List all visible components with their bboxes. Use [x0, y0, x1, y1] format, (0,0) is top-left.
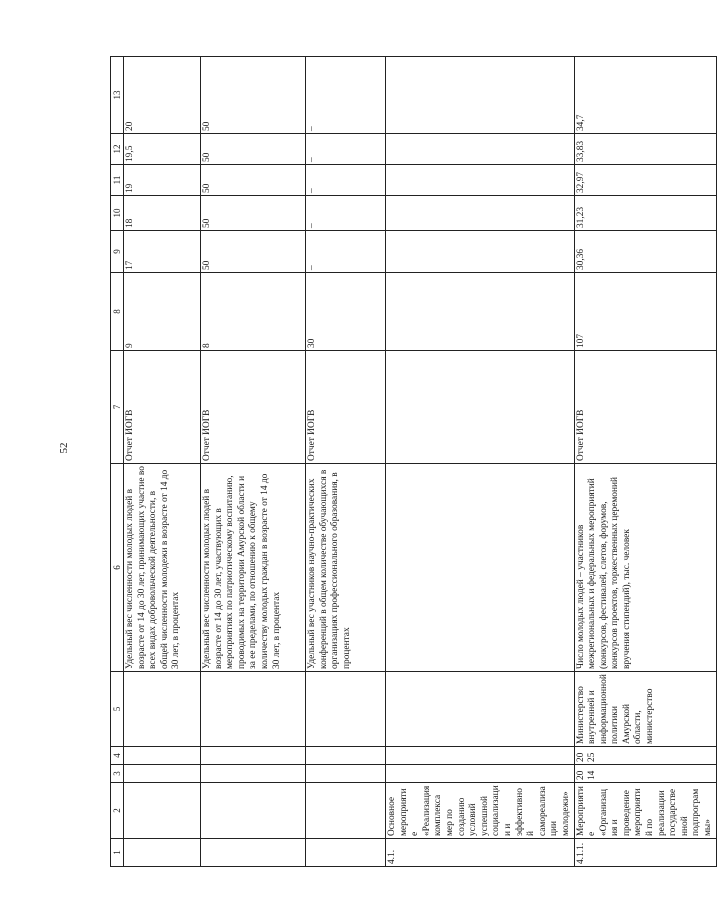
header-cell: 5 — [111, 672, 124, 747]
value-year-4-cell — [386, 134, 575, 165]
responsible-executor-cell — [386, 672, 575, 747]
measure-name-cell — [124, 783, 201, 839]
end-year-cell — [201, 747, 306, 765]
indicator-name-cell: Удельный вес участников научно-практических конференций в общем количестве обучающихся в организациях профессионального образования, в процентах — [306, 464, 386, 672]
table-row — [386, 57, 575, 867]
base-value-cell: 107 — [574, 273, 716, 351]
indicator-name-cell: Удельный вес численности молодых людей в возрасте от 14 до 30 лет, принимающих участие во всех видах добровольческой деятельности, в общей численности молодежи в возрасте от 14 до 30 лет, в процентах — [124, 464, 201, 672]
start-year-cell — [386, 765, 575, 783]
header-cell: 10 — [111, 196, 124, 231]
base-value-cell: 30 — [306, 273, 386, 351]
header-cell: 12 — [111, 134, 124, 165]
row-number-cell — [124, 839, 201, 867]
value-year-2-cell: 50 — [201, 196, 306, 231]
header-cell: 3 — [111, 765, 124, 783]
measure-name-cell: Основное мероприятие «Реализация комплекса мер по созданию условий успешной социализации и эффективной самореализации молодежи» — [386, 783, 575, 839]
value-year-1-cell: – — [306, 231, 386, 273]
value-year-5-cell: 50 — [201, 57, 306, 134]
table-body — [111, 57, 717, 867]
start-year-cell — [201, 765, 306, 783]
value-year-1-cell — [386, 231, 575, 273]
header-cell: 2 — [111, 783, 124, 839]
value-year-2-cell: 31,23 — [574, 196, 716, 231]
base-value-cell: 8 — [201, 273, 306, 351]
table-row — [306, 57, 386, 867]
value-year-4-cell: 33,83 — [574, 134, 716, 165]
responsible-executor-cell — [306, 672, 386, 747]
page-number: 52 — [58, 442, 70, 454]
responsible-executor-cell — [124, 672, 201, 747]
measure-name-cell: Мероприятие «Организация и проведение мероприятий по реализации государственной подпрограммы» — [574, 783, 716, 839]
value-year-5-cell — [386, 57, 575, 134]
header-cell: 13 — [111, 57, 124, 134]
indicator-name-cell — [386, 464, 575, 672]
measure-name-cell — [201, 783, 306, 839]
start-year-cell — [124, 765, 201, 783]
base-value-cell — [386, 273, 575, 351]
responsible-executor-cell — [201, 672, 306, 747]
header-cell: 11 — [111, 165, 124, 196]
value-year-4-cell: 50 — [201, 134, 306, 165]
data-source-cell: Отчет ИОГВ — [201, 351, 306, 464]
value-year-2-cell — [386, 196, 575, 231]
value-year-5-cell: 34,7 — [574, 57, 716, 134]
end-year-cell — [386, 747, 575, 765]
indicators-table — [110, 56, 717, 867]
data-source-cell — [386, 351, 575, 464]
rotated-table-frame — [110, 57, 714, 867]
table-row — [574, 57, 716, 867]
header-cell: 8 — [111, 273, 124, 351]
header-cell: 6 — [111, 464, 124, 672]
header-cell: 1 — [111, 839, 124, 867]
value-year-1-cell: 50 — [201, 231, 306, 273]
value-year-5-cell: 20 — [124, 57, 201, 134]
row-number-cell: 4.1.1. — [574, 839, 716, 867]
header-cell: 7 — [111, 351, 124, 464]
measure-name-cell — [306, 783, 386, 839]
value-year-3-cell: 32,97 — [574, 165, 716, 196]
responsible-executor-cell: Министерство внутренней и информационной политики Амурской области, министерство — [574, 672, 716, 747]
value-year-3-cell — [386, 165, 575, 196]
row-number-cell — [201, 839, 306, 867]
end-year-cell — [124, 747, 201, 765]
value-year-4-cell: – — [306, 134, 386, 165]
start-year-cell — [306, 765, 386, 783]
value-year-3-cell: 50 — [201, 165, 306, 196]
header-cell: 9 — [111, 231, 124, 273]
column-number-header — [111, 57, 124, 867]
value-year-1-cell: 17 — [124, 231, 201, 273]
value-year-5-cell: – — [306, 57, 386, 134]
value-year-2-cell: 18 — [124, 196, 201, 231]
start-year-cell: 2014 — [574, 765, 716, 783]
data-source-cell: Отчет ИОГВ — [124, 351, 201, 464]
data-source-cell: Отчет ИОГВ — [306, 351, 386, 464]
data-source-cell: Отчет ИОГВ — [574, 351, 716, 464]
value-year-3-cell: – — [306, 165, 386, 196]
header-cell: 4 — [111, 747, 124, 765]
value-year-3-cell: 19 — [124, 165, 201, 196]
rotated-table-content — [110, 57, 714, 867]
row-number-cell: 4.1. — [386, 839, 575, 867]
row-number-cell — [306, 839, 386, 867]
table-row — [201, 57, 306, 867]
value-year-4-cell: 19,5 — [124, 134, 201, 165]
indicator-name-cell: Удельный вес численности молодых людей в возрасте от 14 до 30 лет, участвующих в мероприятиях по патриотическому воспитанию, проводимых на территории Амурской области и за ее пределами, по отношению к общему количеству молодых граждан в возрасте от 14 до 30 лет, в процентах — [201, 464, 306, 672]
indicator-name-cell: Число молодых людей – участников межрегиональных и федеральных мероприятий (конкурсов, фестивалей, слетов, форумов, конкурсов проектов, торжественных церемоний вручения стипендий), тыс. человек — [574, 464, 716, 672]
end-year-cell — [306, 747, 386, 765]
value-year-1-cell: 30,36 — [574, 231, 716, 273]
value-year-2-cell: – — [306, 196, 386, 231]
table-row — [124, 57, 201, 867]
end-year-cell: 2025 — [574, 747, 716, 765]
base-value-cell: 9 — [124, 273, 201, 351]
